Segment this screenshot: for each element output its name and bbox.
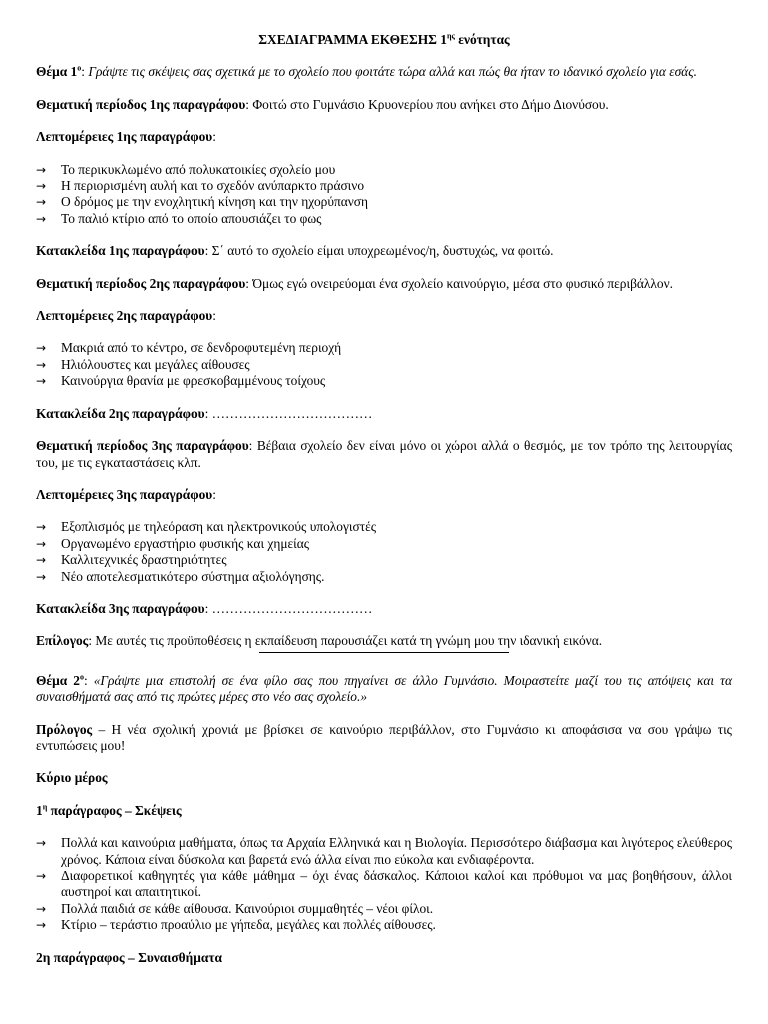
list-item: → Το περικυκλωμένο από πολυκατοικίες σχολείο μου	[36, 161, 336, 177]
arrow-right-icon: →	[36, 341, 47, 356]
arrow-right-icon: →	[36, 869, 47, 883]
list-item: → Καινούργια θρανία με φρεσκοβαμμένους τοίχους	[36, 373, 326, 389]
arrow-right-icon: →	[36, 211, 47, 226]
para2-details-label: Λεπτομέρειες 2ης παραγράφου:	[36, 308, 216, 324]
para1-topic: Θεματική περίοδος 1ης παραγράφου: Φοιτώ στο Γυμνάσιο Κρυονερίου που ανήκει στο Δήμο Διονύσου.	[36, 96, 609, 112]
para3-details-label: Λεπτομέρειες 3ης παραγράφου:	[36, 486, 216, 502]
arrow-right-icon: →	[36, 901, 47, 916]
para3-details-list	[36, 519, 732, 585]
document-title: ΣΧΕΔΙΑΓΡΑΜΜΑ ΕΚΘΕΣΗΣ $1^{\eta\varsigma}$ ενότητας	[258, 31, 510, 47]
list-item: → Καλλιτεχνικές δραστηριότητες	[36, 552, 227, 568]
list-item: → Ο δρόμος με την ενοχλητική κίνηση και την ηχορύπανση	[36, 194, 369, 210]
list-item: → Διαφορετικοί καθηγητές για κάθε μάθημα – όχι ένας δάσκαλος. Κάποιοι καλοί και πρόθυμοι να μας βοηθήσουν, άλλοι αυστηροί και απαιτητικοί.	[36, 868, 732, 900]
theme-2: Θέμα $2^o$: «Γράψτε μια επιστολή σε ένα φίλο σας που πηγαίνει σε άλλο Γυμνάσιο. Μοιραστείτε μαζί του τις απόψεις και τα συναισθήματά σας από τις πρώτες μέρες στο νέο σας σχολείο.»	[36, 672, 732, 705]
para3-topic: Θεματική περίοδος 3ης παραγράφου: Βέβαια σχολείο δεν είναι μόνο οι χώροι αλλά ο θεσμός, με τον τρόπο της λειτουργίας του, με τις εγκαταστάσεις κλπ.	[36, 438, 732, 470]
arrow-right-icon: →	[36, 162, 47, 177]
para2-topic: Θεματική περίοδος 2ης παραγράφου: Όμως εγώ ονειρεύομαι ένα σχολείο καινούργιο, μέσα στο φυσικό περιβάλλον.	[36, 275, 673, 291]
section2-heading: 2η παράγραφος – Συναισθήματα	[36, 949, 222, 965]
list-item: → Νέο αποτελεσματικότερο σύστημα αξιολόγησης.	[36, 568, 325, 584]
arrow-right-icon: →	[36, 918, 47, 933]
arrow-right-icon: →	[36, 374, 47, 389]
para2-details-list	[36, 340, 732, 389]
list-item: → Πολλά παιδιά σε κάθε αίθουσα. Καινούριοι συμμαθητές – νέοι φίλοι.	[36, 900, 434, 916]
arrow-right-icon: →	[36, 179, 47, 194]
list-item: → Κτίριο – τεράστιο προαύλιο με γήπεδα, μεγάλες και πολλές αίθουσες.	[36, 917, 436, 933]
list-item: → Πολλά και καινούρια μαθήματα, όπως τα Αρχαία Ελληνικά και η Βιολογία. Περισσότερο διάβασμα και λιγότερος ελεύθερος χρόνος. Κάποια είναι δύσκολα και βαρετά ενώ άλλα είναι πιο εύκολα και ενδιαφέροντα.	[36, 835, 732, 867]
arrow-right-icon: →	[36, 836, 47, 851]
para1-details-list	[36, 162, 732, 228]
para2-conclusion: Κατακλείδα 2ης παραγράφου: ………………………………	[36, 405, 373, 421]
list-item: → Μακριά από το κέντρο, σε δενδροφυτεμένη περιοχή	[36, 340, 342, 356]
prologue: Πρόλογος – Η νέα σχολική χρονιά με βρίσκει σε καινούριο περιβάλλον, στο Γυμνάσιο κι αποφάσισα να σου γράψω τις εντυπώσεις μου!	[36, 721, 732, 753]
arrow-right-icon: →	[36, 195, 47, 210]
list-item: → Το παλιό κτίριο από το οποίο απουσιάζει το φως	[36, 210, 322, 226]
arrow-right-icon: →	[36, 536, 47, 551]
para3-conclusion: Κατακλείδα 3ης παραγράφου: ………………………………	[36, 600, 373, 616]
section-divider	[259, 652, 509, 653]
list-item: → Εξοπλισμός με τηλεόραση και ηλεκτρονικούς υπολογιστές	[36, 519, 377, 535]
arrow-right-icon: →	[36, 520, 47, 535]
list-item: → Η περιορισμένη αυλή και το σχεδόν ανύπαρκτο πράσινο	[36, 178, 365, 194]
main-body-heading: Κύριο μέρος	[36, 770, 108, 786]
epilogue: Επίλογος: Με αυτές τις προϋποθέσεις η εκπαίδευση παρουσιάζει κατά τη γνώμη μου την ιδανική εικόνα.	[36, 633, 603, 649]
para1-conclusion: Κατακλείδα 1ης παραγράφου: Σ΄ αυτό το σχολείο είμαι υποχρεωμένος/η, δυστυχώς, να φοιτώ.	[36, 243, 554, 259]
arrow-right-icon: →	[36, 569, 47, 584]
arrow-right-icon: →	[36, 357, 47, 372]
section1-list	[36, 835, 732, 933]
section1-heading: $1^\eta$ παράγραφος – Σκέψεις	[36, 802, 182, 818]
list-item: → Οργανωμένο εργαστήριο φυσικής και χημείας	[36, 535, 310, 551]
para1-details-label: Λεπτομέρειες 1ης παραγράφου:	[36, 129, 216, 145]
theme-1: Θέμα $1^o$: Γράψτε τις σκέψεις σας σχετικά με το σχολείο που φοιτάτε τώρα αλλά και πώς θα ήταν το ιδανικό σχολείο για εσάς.	[36, 63, 697, 80]
arrow-right-icon: →	[36, 553, 47, 568]
list-item: → Ηλιόλουστες και μεγάλες αίθουσες	[36, 356, 250, 372]
